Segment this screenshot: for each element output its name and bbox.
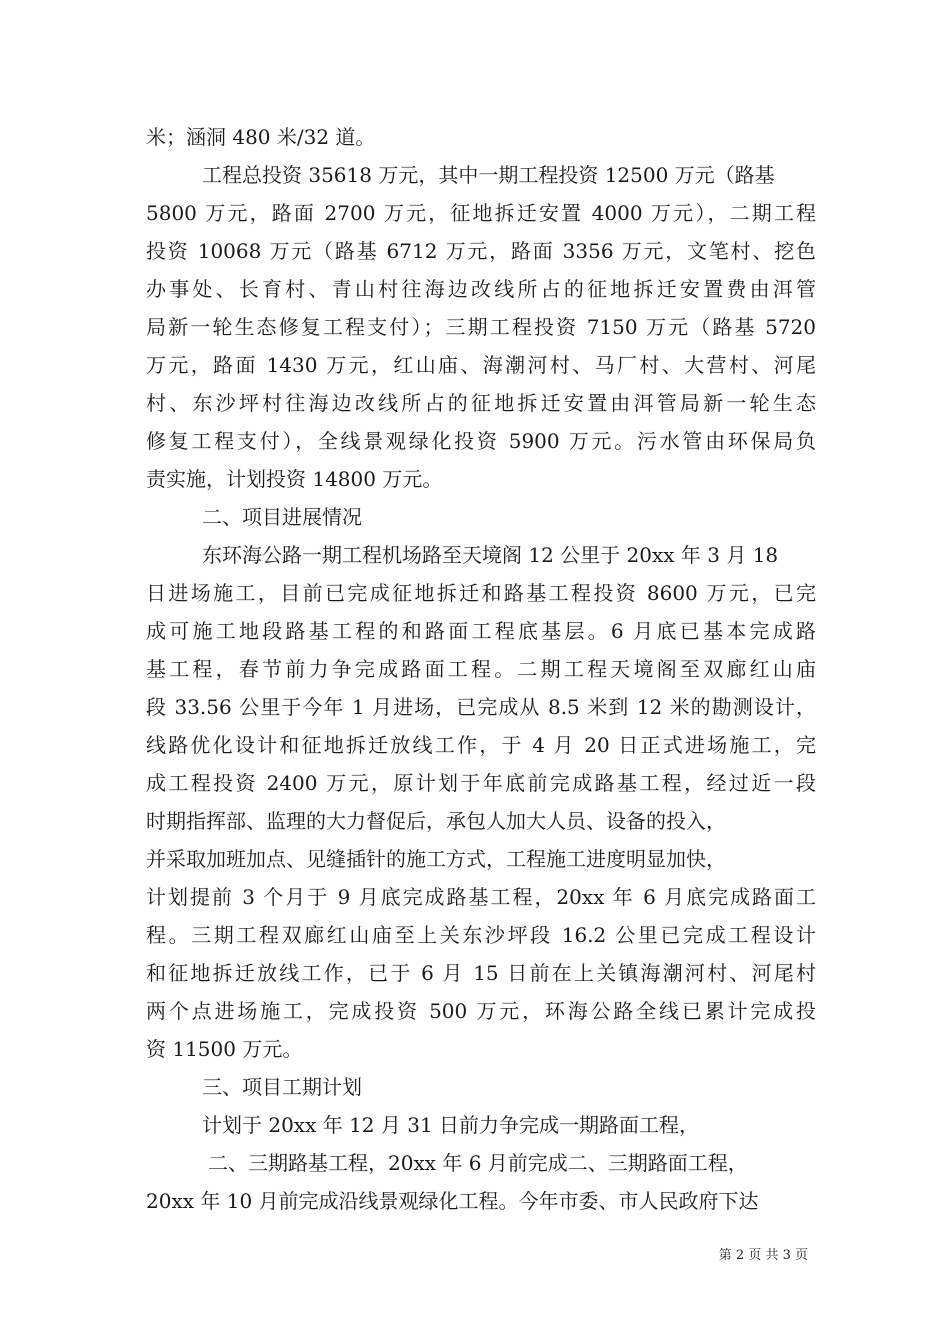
text-line: 责实施，计划投资 14800 万元。 (146, 467, 443, 491)
text-line: 计划于 20xx 年 12 月 31 日前力争完成一期路面工程， (202, 1113, 700, 1137)
text-line: 资 11500 万元。 (146, 1037, 303, 1061)
text-line: 程。三期工程双廊红山庙至上关东沙坪段 16.2 公里已完成工程设计 (146, 923, 816, 947)
text-line: 村、东沙坪村往海边改线所占的征地拆迁安置由洱管局新一轮生态 (146, 391, 816, 415)
text-line: 日进场施工，目前已完成征地拆迁和路基工程投资 8600 万元，已完 (146, 581, 816, 605)
text-line: 段 33.56 公里于今年 1 月进场，已完成从 8.5 米到 12 米的勘测设计， (146, 695, 816, 719)
text-line: 投资 10068 万元（路基 6712 万元，路面 3356 万元，文笔村、挖色 (146, 239, 816, 263)
text-line: 修复工程支付），全线景观绿化投资 5900 万元。污水管由环保局负 (146, 429, 816, 453)
text-line: 时期指挥部、监理的大力督促后，承包人加大人员、设备的投入， (146, 809, 726, 833)
text-line: 并采取加班加点、见缝插针的施工方式，工程施工进度明显加快， (146, 847, 726, 871)
text-line: 两个点进场施工，完成投资 500 万元，环海公路全线已累计完成投 (146, 999, 816, 1023)
text-line: 万元，路面 1430 万元，红山庙、海潮河村、马厂村、大营村、河尾 (146, 353, 816, 377)
page-number: 第 2 页 共 3 页 (718, 1248, 808, 1263)
text-line: 二、三期路基工程，20xx 年 6 月前完成二、三期路面工程， (208, 1151, 748, 1175)
text-line: 5800 万元，路面 2700 万元，征地拆迁安置 4000 万元），二期工程 (146, 201, 816, 225)
text-line: 成工程投资 2400 万元，原计划于年底前完成路基工程，经过近一段 (146, 771, 816, 795)
text-line: 线路优化设计和征地拆迁放线工作，于 4 月 20 日正式进场施工，完 (146, 733, 816, 757)
text-line: 东环海公路一期工程机场路至天境阁 12 公里于 20xx 年 3 月 18 (202, 543, 779, 567)
text-line: 局新一轮生态修复工程支付）；三期工程投资 7150 万元（路基 5720 (146, 315, 816, 339)
text-line: 和征地拆迁放线工作，已于 6 月 15 日前在上关镇海潮河村、河尾村 (146, 961, 816, 985)
text-line: 米；涵洞 480 米/32 道。 (146, 125, 376, 149)
text-line: 工程总投资 35618 万元，其中一期工程投资 12500 万元（路基 (202, 163, 775, 187)
text-line: 基工程，春节前力争完成路面工程。二期工程天境阁至双廊红山庙 (146, 657, 816, 681)
section-heading: 三、项目工期计划 (202, 1075, 362, 1099)
text-line: 办事处、长育村、青山村往海边改线所占的征地拆迁安置费由洱管 (146, 277, 816, 301)
section-heading: 二、项目进展情况 (202, 505, 362, 529)
text-line: 成可施工地段路基工程的和路面工程底基层。6 月底已基本完成路 (146, 619, 816, 643)
text-line: 计划提前 3 个月于 9 月底完成路基工程，20xx 年 6 月底完成路面工 (146, 885, 816, 909)
document-body (146, 118, 816, 1220)
text-line: 20xx 年 10 月前完成沿线景观绿化工程。今年市委、市人民政府下达 (146, 1189, 759, 1213)
